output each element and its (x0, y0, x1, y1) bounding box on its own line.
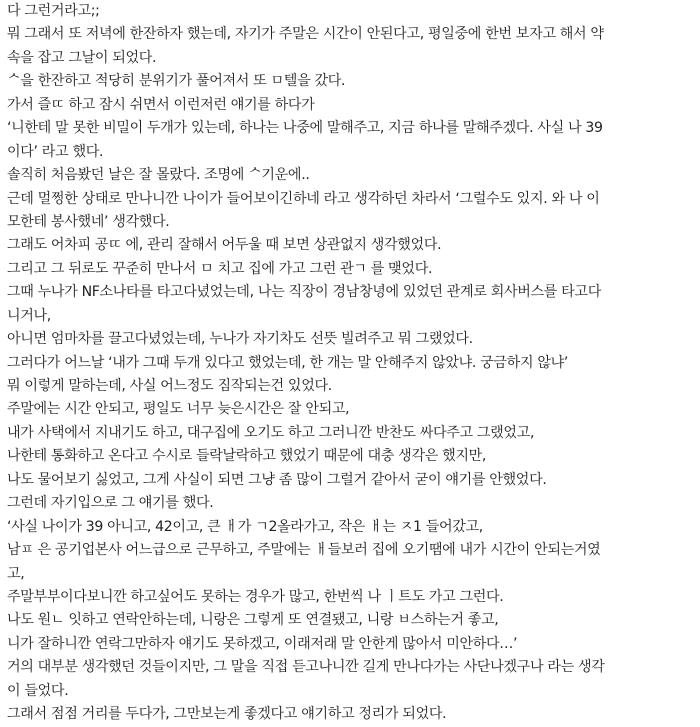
text-line: 아니면 엄마차를 끌고다녔었는데, 누나가 자기차도 선뜻 빌려주고 뭐 그랬었다. (7, 331, 473, 348)
text-line: 남ㅍ 은 공기업본사 어느급으로 근무하고, 주말에는 ㅐ들보러 집에 오기땜에 내가 시간이 안되는거였 (7, 542, 601, 559)
text-line: 모한테 봉사했네’ 생각했다. (7, 213, 170, 230)
text-line: ‘사실 나이가 39 아니고, 42이고, 큰 ㅐ가 ㄱ2올라가고, 작은 ㅐ는 ㅈ1 들어갔고, (7, 518, 483, 535)
document-body (7, 0, 697, 727)
text-line: 거의 대부분 생각했던 것들이지만, 그 말을 직접 듣고나니깐 길게 만나다가는 사단나겠구나 라는 생각 (7, 659, 605, 676)
text-line: 뭐 그래서 또 저녁에 한잔하자 했는데, 자기가 주말은 시간이 안된다고, 평일중에 한번 보자고 해서 약 (7, 26, 604, 43)
text-line: 다 그런거라고;; (7, 3, 100, 19)
text-line: ᄉ을 한잔하고 적당히 분위기가 풀어져서 또 ㅁ텔을 갔다. (7, 73, 346, 90)
text-line: 속을 잡고 그날이 되었다. (7, 49, 157, 66)
text-line: ‘니한테 말 못한 비밀이 두개가 있는데, 하나는 나중에 말해주고, 지금 하나를 말해주겠다. 사실 나 39 (7, 120, 603, 137)
text-line: 나한테 통화하고 온다고 수시로 들락날락하고 했었기 때문에 대충 생각은 했지만, (7, 448, 487, 465)
text-line: 가서 즐ㄸ 하고 잠시 쉬면서 이런저런 얘기를 하다가 (7, 96, 315, 113)
text-line: 이다’ 라고 했다. (7, 143, 104, 160)
text-line: 그래도 어차피 공ㄸ 에, 관리 잘해서 어두울 때 보면 상관없지 생각했었다. (7, 237, 442, 254)
text-line: 근데 멀쩡한 상태로 만나니깐 나이가 들어보이긴하네 라고 생각하던 차라서 ‘그럴수도 있지. 와 나 이 (7, 190, 600, 207)
text-line: 뭐 이렇게 말하는데, 사실 어느정도 짐작되는건 있었다. (7, 378, 332, 394)
text-line: 나도 원ㄴ 잇하고 연락안하는데, 니랑은 그렇게 또 연결됐고, 니랑 ㅂ스하는거 좋고, (7, 612, 499, 629)
text-line: 니거나, (7, 307, 51, 324)
text-line: 이 들었다. (7, 682, 69, 699)
text-line: 솔직히 처음봤던 날은 잘 몰랐다. 조명에 ᄉ기운에.. (7, 167, 310, 184)
text-line: 주말부부이다보니깐 하고싶어도 못하는 경우가 많고, 한번씩 나 ㅣ트도 가고 그런다. (7, 588, 504, 605)
text-line: 주말에는 시간 안되고, 평일도 너무 늦은시간은 잘 안되고, (7, 401, 350, 418)
text-line: 고, (7, 565, 25, 582)
text-line: 내가 사택에서 지내기도 하고, 대구집에 오기도 하고 그러니깐 반찬도 싸다주고 그랬었고, (7, 424, 535, 441)
text-line: 그래서 점점 거리를 두다가, 그만보는게 좋겠다고 얘기하고 정리가 되었다. (7, 706, 447, 723)
text-line: 니가 잘하니깐 연락그만하자 얘기도 못하겠고, 이래저래 말 안한게 많아서 미안하다…’ (7, 635, 518, 652)
text-line: 그런데 자기입으로 그 얘기를 했다. (7, 495, 214, 512)
text-line: 그때 누나가 NF소나타를 타고다녔었는데, 나는 직장이 경남창녕에 있었던 관계로 회사버스를 타고다 (7, 284, 601, 301)
text-line: 그러다가 어느날 ‘내가 그때 두개 있다고 했었는데, 한 개는 말 안해주지 않았냐. 궁금하지 않냐’ (7, 354, 568, 371)
text-line: 나도 물어보기 싫었고, 그게 사실이 되면 그냥 좀 많이 그럴거 같아서 굳이 얘기를 안했었다. (7, 471, 547, 488)
text-line: 그리고 그 뒤로도 꾸준히 만나서 ㅁ 치고 집에 가고 그런 관ㄱ 를 맺었다. (7, 260, 433, 277)
